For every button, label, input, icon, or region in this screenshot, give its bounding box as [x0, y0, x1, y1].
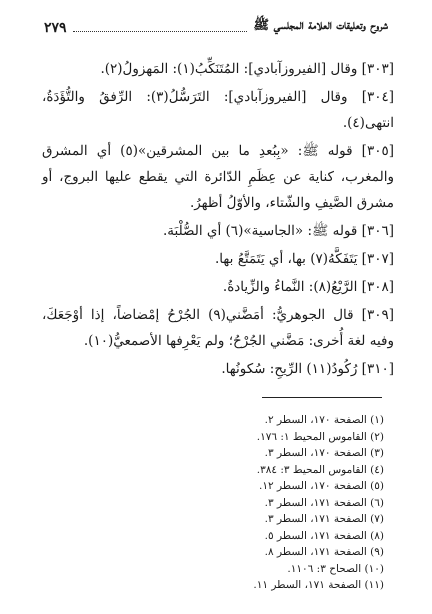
- entry-308: [٣٠٨] الرَّيْعُ(٨): النَّماءُ والزِّيادةُ.: [222, 279, 394, 295]
- footnote-item: (٣) الصفحة ١٧٠، السطر ٣.: [264, 447, 384, 459]
- footnote-item: (٤) القاموس المحيط ٣: ٣٨٤.: [256, 463, 384, 476]
- footnote-item: (١) الصفحة ١٧٠، السطر ٢.: [264, 414, 384, 426]
- main-text: [42, 56, 394, 384]
- entry-305: [٣٠٥] قوله ﷺ: «بِبُعدِ ما بين المشرقين»(٥) أي المشرق والمغرب، كناية عن عِظَمِ الدّائرة التي يقطع عليها البروج، أو مشرق الصَّيفِ والشّتاء، والأوّلُ أظهرُ.: [42, 143, 394, 211]
- entry-307: [٣٠٧] يَتَفَكَّهُ(٧) بها، أي يَتَمَتَّعُ بها.: [215, 251, 394, 267]
- footnote-item: (١٠) الصحاح ٣: ١١٠٦.: [287, 562, 384, 575]
- footnote-item: (٢) القاموس المحيط ١: ١٧٦.: [256, 430, 384, 443]
- footnote-item: (٩) الصفحة ١٧١، السطر ٨.: [264, 546, 384, 558]
- footnote-item: (٨) الصفحة ١٧١، السطر ٥.: [264, 529, 384, 542]
- page-header: [44, 14, 388, 36]
- page-number: ٢٧٩: [44, 20, 67, 36]
- footnote-item: (٦) الصفحة ١٧١، السطر ٣.: [264, 496, 384, 509]
- footnotes-list: [48, 412, 384, 594]
- header-dotted-leader: [73, 30, 248, 32]
- entry-303: [٣٠٣] وقال [الفيروزآبادي]: المُتَنَكِّبُ(١): المَهزولُ(٢).: [100, 61, 394, 77]
- footnote-item: (٥) الصفحة ١٧٠، السطر ١٢.: [259, 480, 384, 492]
- entry-310: [٣١٠] رُكُودُ(١١) الرِّيحِ: سُكونُها.: [221, 361, 394, 377]
- entry-306: [٣٠٦] قوله ﷺ: «الجاسية»(٦) أي الصُّلْبَة.: [162, 223, 394, 239]
- footnote-item: (١١) الصفحة ١٧١، السطر ١١.: [253, 579, 384, 591]
- footnote-separator: [262, 397, 382, 398]
- entry-309: [٣٠٩] قال الجوهريُّ: أمَضَّني(٩) الجُرْحُ إمْضاضاً، إذا أوْجَعَكَ، وفيه لغة أُخرى: مَضَّني الجُرْحُ؛ ولم يَعْرِفها الأصمعيُّ(١٠).: [42, 307, 394, 349]
- footnote-item: (٧) الصفحة ١٧١، السطر ٣.: [264, 513, 384, 525]
- entry-304: [٣٠٤] وقال [الفيروزآبادي]: التَرَسُّلُ(٣): الرِّفقُ والتُّؤَدَةُ، انتهى(٤).: [42, 89, 395, 131]
- running-title: شروح وتعليقات العلامة المجلسي ﷺ: [253, 18, 388, 33]
